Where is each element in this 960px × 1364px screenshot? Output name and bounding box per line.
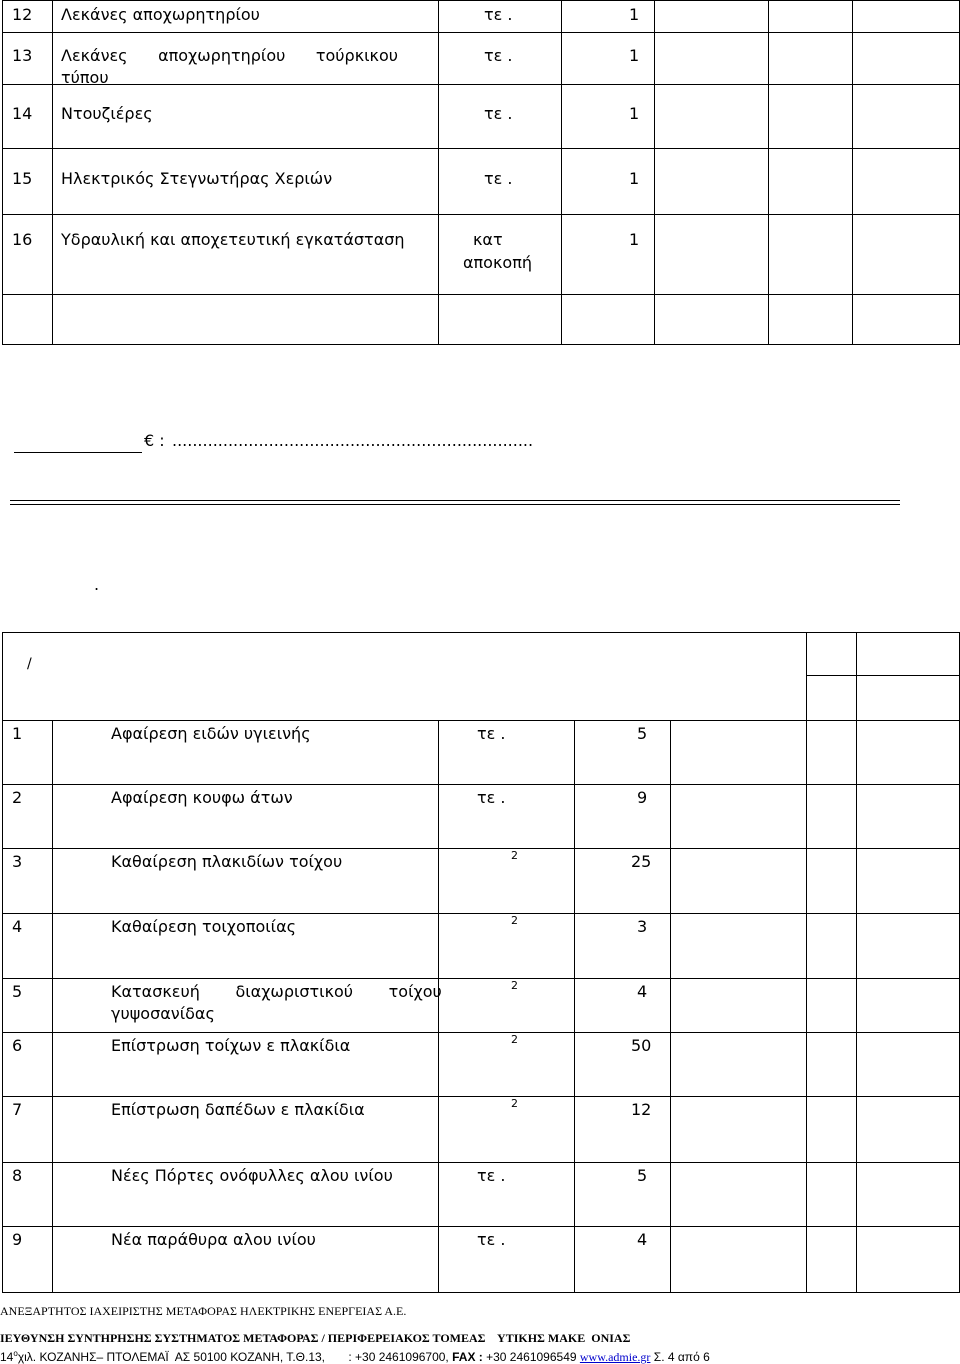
table-row: [3, 149, 960, 215]
row-description: Ντουζιέρες: [61, 104, 153, 123]
footer-address-sup: ο: [13, 1349, 18, 1358]
row-description: Κατασκευή διαχωριστικού τοίχου: [111, 982, 442, 1001]
items-table-2: [2, 632, 960, 1293]
row-description: Νέες Πόρτες ονόφυλλες αλου ινίου: [111, 1166, 393, 1185]
row-description: Επίστρωση δαπέδων ε πλακίδια: [111, 1100, 365, 1119]
footer-fax-label: FAX :: [452, 1350, 483, 1364]
row-unit: τε .: [484, 104, 513, 123]
row-quantity: 50: [631, 1036, 652, 1055]
table-row-empty: [3, 295, 960, 345]
row-unit-superscript: 2: [511, 1033, 518, 1046]
table-row: [3, 914, 960, 979]
footer-website-link[interactable]: www.admie.gr: [579, 1350, 651, 1364]
footer-address: [0, 1347, 710, 1364]
row-description: Ηλεκτρικός Στεγνωτήρας Χεριών: [61, 169, 333, 188]
row-unit-superscript: 2: [511, 914, 518, 927]
footer-department: ΙΕΥΘΥΝΣΗ ΣΥΝΤΗΡΗΣΗΣ ΣΥΣΤΗΜΑΤΟΣ ΜΕΤΑΦΟΡΑΣ / ΠΕΡΙΦΕΡΕΙΑΚΟΣ ΤΟΜΕΑΣ ΥΤΙΚΗΣ ΜΑΚΕ ΟΝΙΑΣ: [0, 1331, 631, 1345]
table-row: [3, 849, 960, 914]
table-row: [3, 1227, 960, 1293]
total-underline: [14, 452, 142, 453]
divider-line: [10, 504, 900, 505]
table-header-row: [3, 633, 960, 676]
row-quantity: 1: [629, 46, 640, 65]
table-row: [3, 1033, 960, 1097]
row-unit: τε .: [477, 1230, 506, 1249]
row-description: Υδραυλική και αποχετευτική εγκατάσταση: [61, 230, 405, 249]
footer-fax-value: +30 2461096549: [482, 1350, 580, 1364]
row-description-cont: τύπου: [61, 68, 109, 87]
row-description: Αφαίρεση ειδών υγιεινής: [111, 724, 311, 743]
row-quantity: 9: [637, 788, 648, 807]
row-quantity: 1: [629, 169, 640, 188]
row-number: 8: [12, 1166, 23, 1185]
row-unit: κατ: [473, 230, 503, 249]
row-description: Επίστρωση τοίχων ε πλακίδια: [111, 1036, 351, 1055]
row-unit: τε .: [484, 169, 513, 188]
table-row: [3, 1, 960, 33]
row-unit: τε .: [484, 46, 513, 65]
row-unit: τε .: [477, 788, 506, 807]
row-quantity: 5: [637, 1166, 648, 1185]
footer-address-text: χιλ. ΚΟΖΑΝΗΣ– ΠΤΟΛΕΜΑΪ ΑΣ 50100 ΚΟΖΑΝΗ, Τ.Θ.13, : +30 2461096700,: [17, 1350, 453, 1364]
items-table-1: [2, 0, 960, 345]
row-number: 2: [12, 788, 23, 807]
row-number: 15: [12, 169, 33, 188]
row-quantity: 3: [637, 917, 648, 936]
row-unit-cont: αποκοπή: [463, 253, 532, 272]
row-quantity: 1: [629, 230, 640, 249]
row-quantity: 12: [631, 1100, 652, 1119]
row-unit: τε .: [477, 1166, 506, 1185]
row-description: Λεκάνες αποχωρητηρίου τούρκικου: [61, 46, 399, 65]
row-number: 5: [12, 982, 23, 1001]
row-description: Νέα παράθυρα αλου ινίου: [111, 1230, 316, 1249]
row-number: 3: [12, 852, 23, 871]
table-row: [3, 1097, 960, 1163]
row-unit-superscript: 2: [511, 849, 518, 862]
row-description-cont: γυψοσανίδας: [111, 1004, 215, 1023]
table-row: [3, 785, 960, 849]
row-unit-superscript: 2: [511, 1097, 518, 1110]
table-row: [3, 721, 960, 785]
stray-dot: .: [94, 575, 100, 594]
row-unit: τε .: [477, 724, 506, 743]
table-row: [3, 1163, 960, 1227]
row-number: 6: [12, 1036, 23, 1055]
footer-address-num: 14: [0, 1350, 14, 1364]
row-description: Καθαίρεση τοιχοποιίας: [111, 917, 297, 936]
row-quantity: 1: [629, 5, 640, 24]
row-number: 7: [12, 1100, 23, 1119]
row-unit-superscript: 2: [511, 979, 518, 992]
row-quantity: 5: [637, 724, 648, 743]
row-number: 14: [12, 104, 33, 123]
table-row: [3, 33, 960, 85]
row-quantity: 4: [637, 1230, 648, 1249]
total-dots: .......................................................................: [172, 431, 534, 450]
row-number: 13: [12, 46, 33, 65]
divider-line: [10, 500, 900, 501]
row-description: Λεκάνες αποχωρητηρίου: [61, 5, 260, 24]
table-row: [3, 979, 960, 1033]
table-row: [3, 85, 960, 149]
row-number: 16: [12, 230, 33, 249]
row-description: Αφαίρεση κουφω άτων: [111, 788, 293, 807]
footer-page-number: Σ. 4 από 6: [650, 1350, 710, 1364]
row-unit: τε .: [484, 5, 513, 24]
row-description: Καθαίρεση πλακιδίων τοίχου: [111, 852, 343, 871]
row-quantity: 25: [631, 852, 652, 871]
header-slash: /: [27, 656, 32, 672]
row-number: 4: [12, 917, 23, 936]
total-label: € :: [144, 431, 165, 450]
row-quantity: 4: [637, 982, 648, 1001]
footer-company: ΑΝΕΞΑΡΤΗΤΟΣ ΙΑΧΕΙΡΙΣΤΗΣ ΜΕΤΑΦΟΡΑΣ ΗΛΕΚΤΡΙΚΗΣ ΕΝΕΡΓΕΙΑΣ Α.Ε.: [0, 1304, 407, 1318]
row-number: 12: [12, 5, 33, 24]
table-row: [3, 215, 960, 295]
row-number: 9: [12, 1230, 23, 1249]
row-quantity: 1: [629, 104, 640, 123]
row-number: 1: [12, 724, 23, 743]
